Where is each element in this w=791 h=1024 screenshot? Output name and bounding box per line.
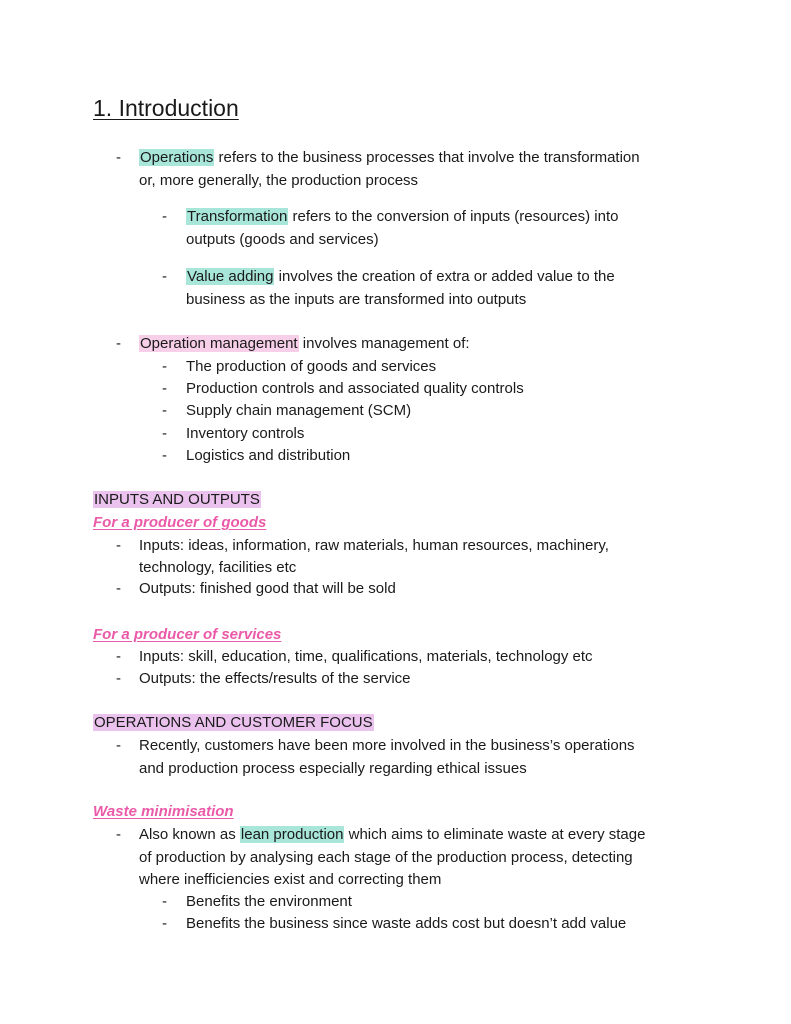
subheading-producer-services: For a producer of services [93, 626, 282, 643]
bullet-dash: - [162, 358, 167, 375]
subheading-producer-goods: For a producer of goods [93, 514, 267, 531]
waste-line3: where inefficiencies exist and correcting them [139, 871, 442, 888]
waste-benefit: Benefits the business since waste adds cost but doesn’t add value [186, 915, 627, 932]
waste-line2: of production by analysing each stage of the production process, detecting [139, 849, 633, 866]
bullet-dash: - [162, 425, 167, 442]
bullet-dash: - [116, 737, 121, 754]
bullet-dash: - [162, 915, 167, 932]
op-mgmt-item: The production of goods and services [186, 358, 437, 375]
goods-inputs-line2: technology, facilities etc [139, 559, 297, 576]
term-lean-production: lean production [240, 826, 344, 843]
op-mgmt-item: Production controls and associated quality controls [186, 380, 524, 397]
transformation-text: refers to the conversion of inputs (resources) into [288, 208, 619, 225]
operations-definition-line1 [139, 149, 640, 167]
bullet-dash: - [162, 893, 167, 910]
term-value-adding: Value adding [187, 268, 274, 285]
section-heading-inputs-outputs [93, 491, 261, 509]
bullet-dash: - [162, 402, 167, 419]
waste-post-text: which aims to eliminate waste at every stage [344, 826, 646, 843]
inputs-outputs-heading-text: INPUTS AND OUTPUTS [94, 491, 260, 508]
operations-definition-line2: or, more generally, the production process [139, 172, 419, 189]
page-title: 1. Introduction [93, 95, 239, 121]
value-adding-text: involves the creation of extra or added value to the [274, 268, 615, 285]
bullet-dash: - [162, 268, 167, 285]
bullet-dash: - [116, 826, 121, 843]
term-transformation: Transformation [187, 208, 288, 225]
bullet-dash: - [116, 537, 121, 554]
customer-focus-heading-text: OPERATIONS AND CUSTOMER FOCUS [94, 714, 373, 731]
bullet-dash: - [116, 580, 121, 597]
bullet-dash: - [116, 335, 121, 352]
term-operations: Operations [140, 149, 214, 166]
value-adding-line1 [186, 268, 615, 286]
op-mgmt-item: Logistics and distribution [186, 447, 351, 464]
bullet-dash: - [162, 380, 167, 397]
section-heading-customer-focus [93, 714, 374, 732]
operation-management-text: involves management of: [298, 335, 470, 352]
customer-focus-line2: and production process especially regarding ethical issues [139, 760, 527, 777]
subheading-waste-minimisation: Waste minimisation [93, 803, 234, 820]
services-outputs: Outputs: the effects/results of the service [139, 670, 411, 687]
op-mgmt-item: Supply chain management (SCM) [186, 402, 412, 419]
transformation-line2: outputs (goods and services) [186, 231, 379, 248]
bullet-dash: - [162, 447, 167, 464]
goods-outputs: Outputs: finished good that will be sold [139, 580, 396, 597]
bullet-dash: - [116, 670, 121, 687]
goods-inputs-line1: Inputs: ideas, information, raw materials, human resources, machinery, [139, 537, 609, 554]
op-mgmt-item: Inventory controls [186, 425, 305, 442]
bullet-dash: - [116, 149, 121, 166]
customer-focus-line1: Recently, customers have been more involved in the business’s operations [139, 737, 635, 754]
operation-management-line1 [139, 335, 470, 353]
waste-pre-text: Also known as [139, 826, 240, 843]
services-inputs: Inputs: skill, education, time, qualifications, materials, technology etc [139, 648, 593, 665]
waste-line1 [139, 826, 645, 844]
value-adding-line2: business as the inputs are transformed into outputs [186, 291, 527, 308]
term-operation-management: Operation management [140, 335, 298, 352]
bullet-dash: - [162, 208, 167, 225]
transformation-line1 [186, 208, 618, 226]
waste-benefit: Benefits the environment [186, 893, 352, 910]
bullet-dash: - [116, 648, 121, 665]
operations-definition-text: refers to the business processes that involve the transformation [214, 149, 640, 166]
